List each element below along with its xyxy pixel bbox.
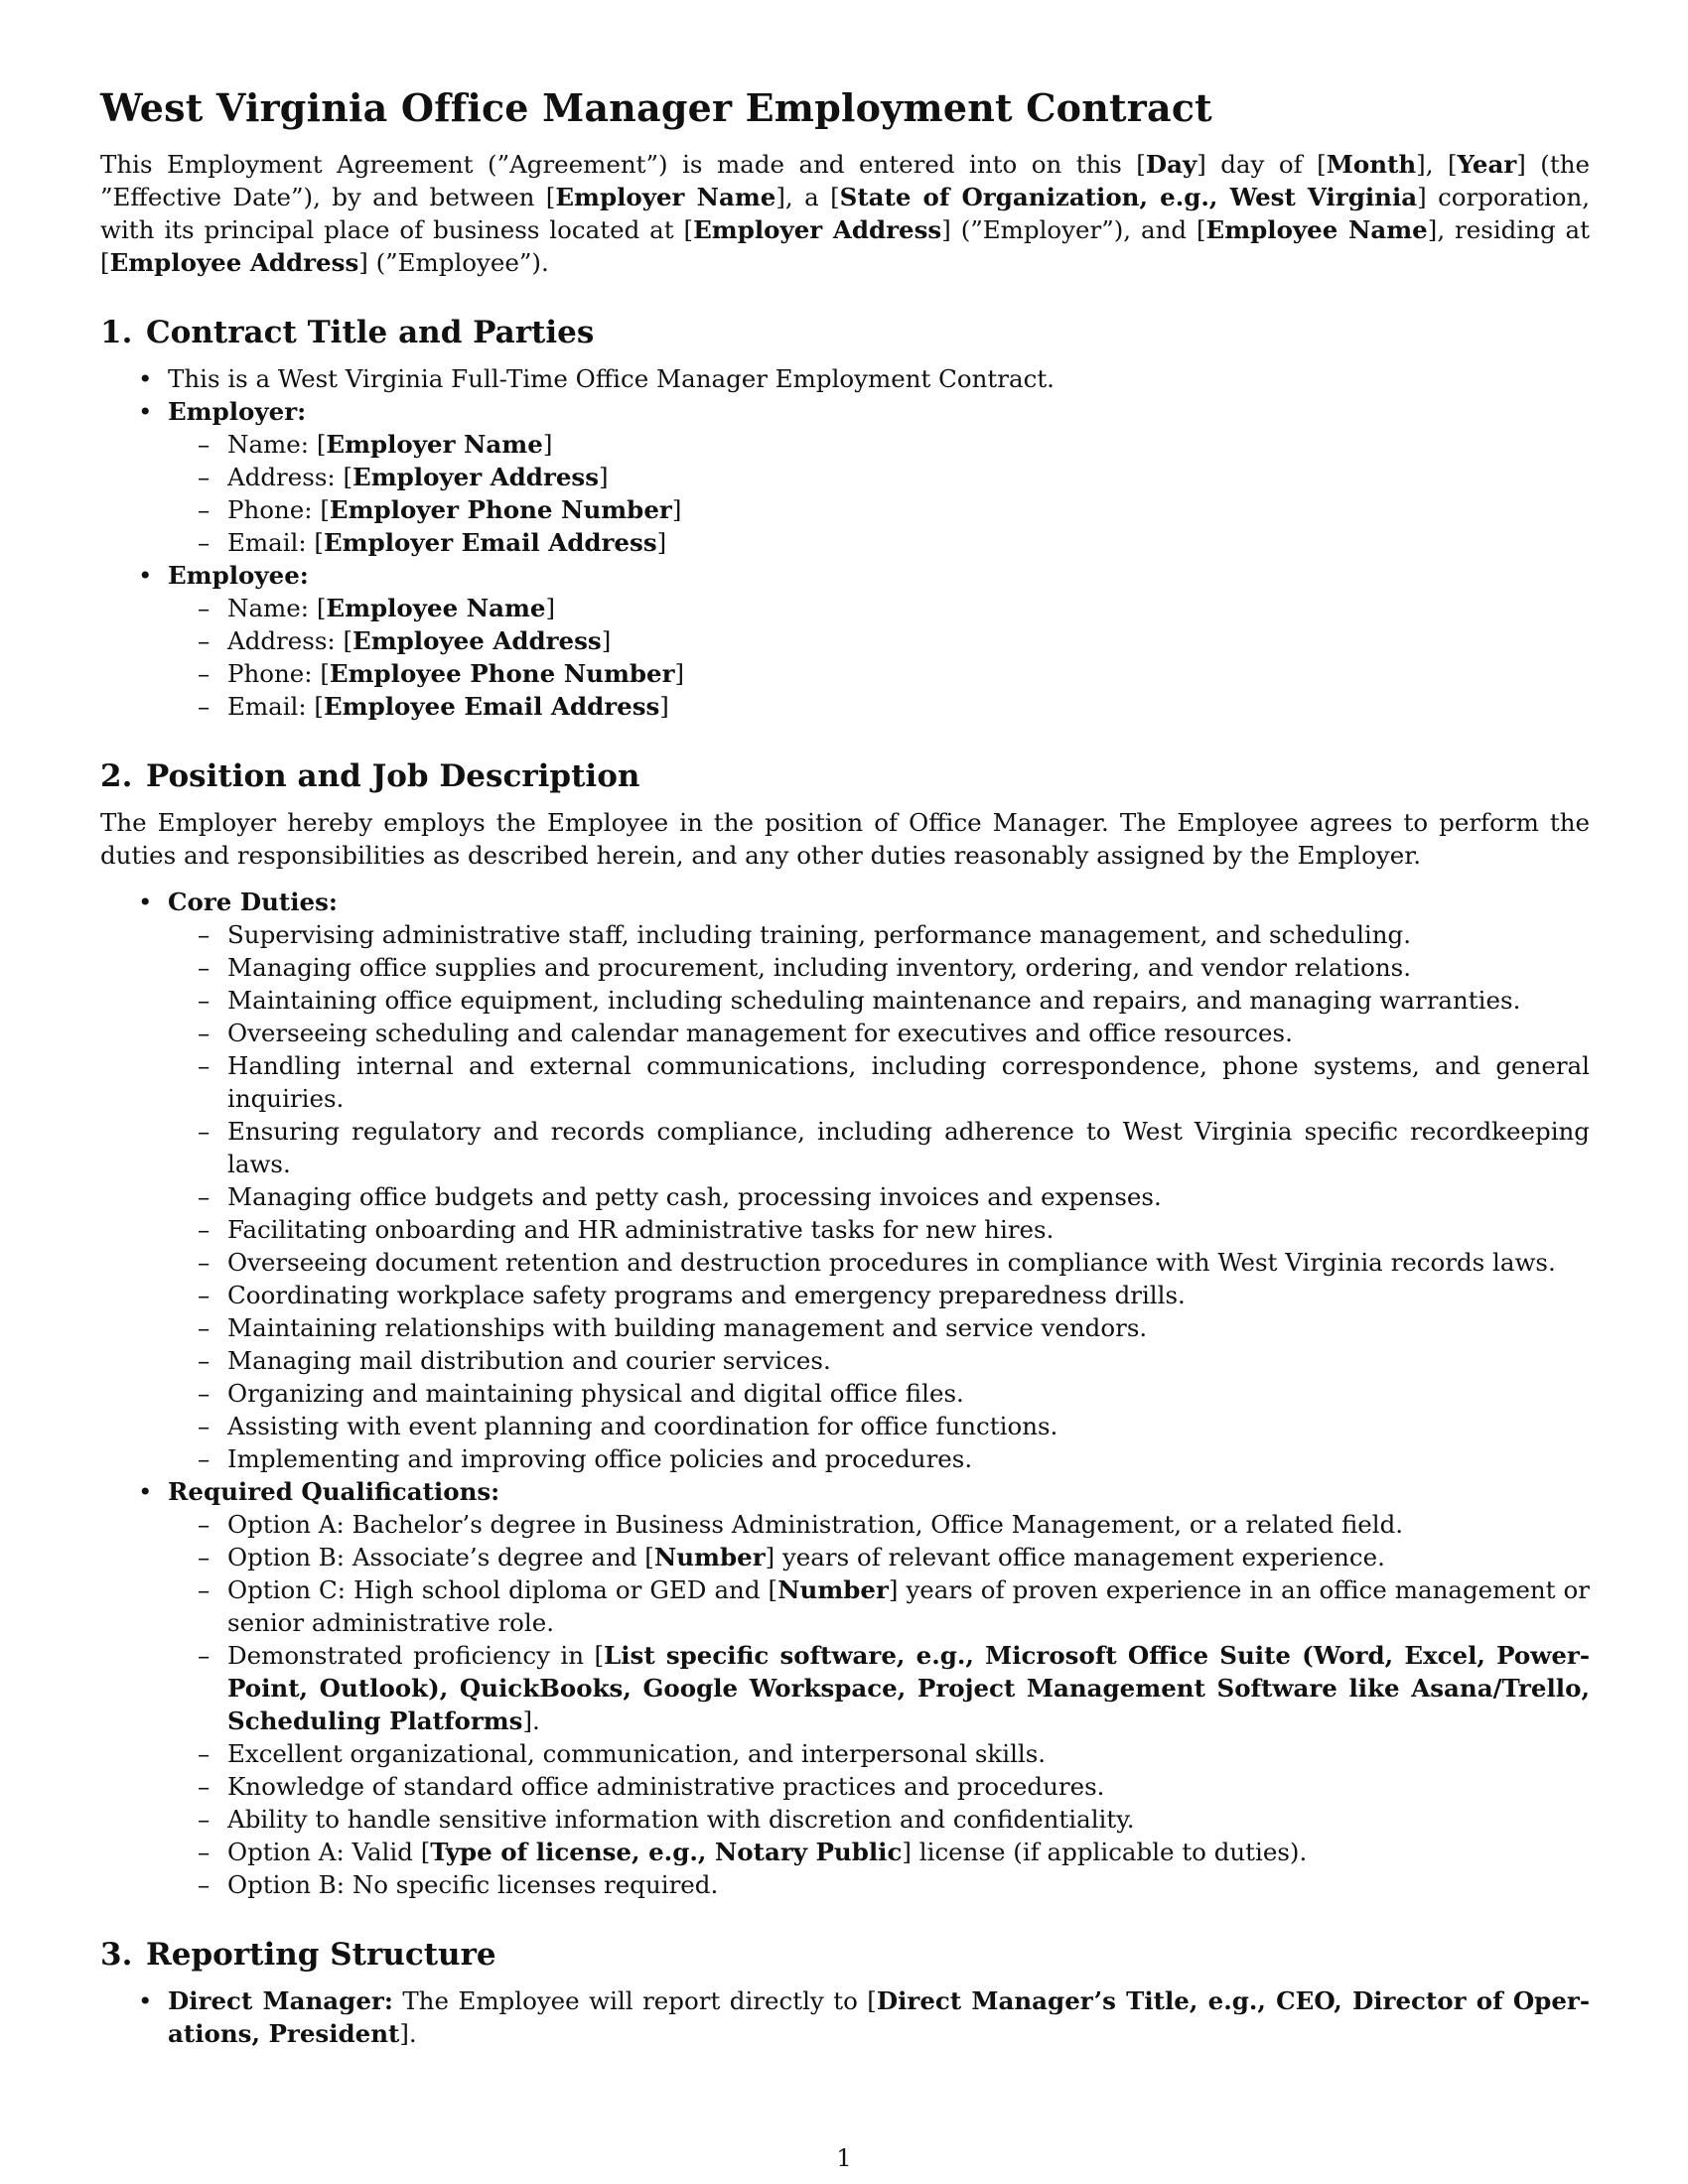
dash-icon: – [198,1346,211,1375]
list-item: – Maintaining office equipment, including scheduling maintenance and repairs, and managing warranties. [198,986,1521,1015]
dash-icon: – [198,1182,211,1211]
list-item: – Address: [Employer Address] [198,463,609,491]
core-duties-list [168,918,1590,1475]
dash-icon: – [198,1805,211,1834]
list-item: – Managing office budgets and petty cash, processing invoices and expenses. [198,1182,1162,1211]
list-item: – Phone: [Employer Phone Number] [198,495,682,524]
bullet-icon: • [138,397,153,426]
dash-icon: – [198,1739,211,1768]
employer-address-placeholder: Employer Address [693,215,942,244]
list-item: – Option A: Valid [Type of license, e.g., Notary Public] license (if applicable to duties). [198,1838,1308,1866]
list-item: – Facilitating onboarding and HR administrative tasks for new hires. [198,1215,1055,1244]
direct-manager-placeholder: Direct Manager’s Title, e.g., CEO, Director of Operations, President [168,1986,1590,2048]
bullet-icon: • [138,1986,153,2015]
dash-icon: – [198,1575,211,1604]
qualifications-list [168,1508,1590,1901]
list-item: – Email: [Employee Email Address] [198,692,669,721]
dash-icon: – [198,1215,211,1244]
list-item: – Option A: Bachelor’s degree in Business Administration, Office Management, or a related field. [198,1510,1404,1539]
dash-icon: – [198,1019,211,1047]
list-item: – Demonstrated proficiency in [List specific software, e.g., Microsoft Office Suite (Word, Excel, PowerPoint, Outlook), QuickBooks, Google Workspace, Project Management Software like Asana/Trello, Scheduling Platforms]. [198,1641,1590,1735]
list-item: • This is a West Virginia Full-Time Office Manager Employment Contract. [138,364,1055,393]
list-item: – Phone: [Employee Phone Number] [198,659,685,688]
employee-label: Employee: [168,561,309,590]
bullet-icon: • [138,561,153,590]
parties-list [100,362,1590,723]
dash-icon: – [198,659,211,688]
document-title: West Virginia Office Manager Employment Contract [100,85,1212,130]
bullet-icon: • [138,887,153,916]
core-duties-label: Core Duties: [168,887,338,916]
list-item: – Implementing and improving office policies and procedures. [198,1444,973,1473]
list-item: – Supervising administrative staff, including training, performance management, and scheduling. [198,920,1412,949]
dash-icon: – [198,1281,211,1309]
dash-icon: – [198,1838,211,1866]
dash-icon: – [198,495,211,524]
list-item: – Assisting with event planning and coordination for office functions. [198,1412,1058,1440]
dash-icon: – [198,1051,211,1080]
dash-icon: – [198,1510,211,1539]
year-placeholder: Year [1457,150,1517,179]
employee-name-placeholder: Employee Name [1205,215,1428,244]
employee-details [168,592,1590,723]
list-item: – Ensuring regulatory and records compliance, including adherence to West Virginia specific recordkeeping laws. [198,1117,1590,1178]
section-3-heading: 3. Reporting Structure [100,1937,496,1973]
list-item: – Organizing and maintaining physical and digital office files. [198,1379,964,1408]
employer-label: Employer: [168,397,307,426]
list-item: – Overseeing scheduling and calendar management for executives and office resources. [198,1019,1293,1047]
software-placeholder: List specific software, e.g., Microsoft Office Suite (Word, Excel, PowerPoint, Outlook), QuickBooks, Google Workspace, Project Management Software like Asana/Trello, Scheduling Platforms [227,1641,1590,1735]
list-item: – Coordinating workplace safety programs and emergency preparedness drills. [198,1281,1186,1309]
page-number: 1 [836,2144,852,2172]
dash-icon: – [198,1444,211,1473]
dash-icon: – [198,1641,211,1670]
dash-icon: – [198,692,211,721]
dash-icon: – [198,986,211,1015]
bullet-icon: • [138,1477,153,1506]
list-item: – Email: [Employer Email Address] [198,528,667,557]
list-item: – Option B: No specific licenses required. [198,1870,719,1899]
dash-icon: – [198,1543,211,1571]
dash-icon: – [198,1772,211,1801]
list-item: – Name: [Employer Name] [198,430,553,459]
employee-address-placeholder: Employee Address [109,248,359,277]
dash-icon: – [198,1412,211,1440]
employer-name-placeholder: Employer Name [555,183,776,211]
list-item: – Name: [Employee Name] [198,594,556,622]
dash-icon: – [198,528,211,557]
list-item: – Knowledge of standard office administrative practices and procedures. [198,1772,1105,1801]
list-item: – Ability to handle sensitive information with discretion and confidentiality. [198,1805,1135,1834]
dash-icon: – [198,594,211,622]
list-item: – Managing mail distribution and courier services. [198,1346,831,1375]
section-1-heading: 1. Contract Title and Parties [100,315,595,350]
dash-icon: – [198,626,211,655]
dash-icon: – [198,1117,211,1146]
dash-icon: – [198,463,211,491]
dash-icon: – [198,430,211,459]
month-placeholder: Month [1326,150,1417,179]
intro-paragraph: This Employment Agreement (”Agreement”) is made and entered into on this [Day] day of [Month], [Year] (the ”Effective Date”), by and between [Employer Name], a [State of Organization, e.g., West Virginia] corporation, with its principal place of business located at [Employer Address] (”Employer”), and [Employee Name], residing at [Employee Address] (”Employee”). [100,150,1591,277]
dash-icon: – [198,1248,211,1277]
state-org-placeholder: State of Organization, e.g., West Virginia [839,183,1418,211]
dash-icon: – [198,953,211,982]
document-page [100,85,1590,2050]
list-item [100,559,1590,723]
list-item: • Direct Manager: The Employee will report directly to [Direct Manager’s Title, e.g., CEO, Director of Operations, President]. [138,1986,1590,2048]
list-item: – Option B: Associate’s degree and [Number] years of relevant office management experience. [198,1543,1385,1571]
dash-icon: – [198,1870,211,1899]
dash-icon: – [198,1313,211,1342]
job-description-list [100,886,1590,1901]
list-item: – Overseeing document retention and destruction procedures in compliance with West Virginia records laws. [198,1248,1556,1277]
license-placeholder: Type of license, e.g., Notary Public [430,1838,903,1866]
section-2-heading: 2. Position and Job Description [100,758,640,794]
day-placeholder: Day [1145,150,1197,179]
employer-details [168,428,1590,559]
list-item: – Managing office supplies and procurement, including inventory, ordering, and vendor relations. [198,953,1412,982]
list-item: – Maintaining relationships with building management and service vendors. [198,1313,1148,1342]
list-item: – Option C: High school diploma or GED and [Number] years of proven experience in an office management or senior administrative role. [198,1575,1590,1637]
reporting-list [100,1984,1590,2050]
list-item [100,395,1590,559]
dash-icon: – [198,920,211,949]
list-item: – Excellent organizational, communication, and interpersonal skills. [198,1739,1047,1768]
direct-manager-label: Direct Manager: [168,1986,393,2015]
list-item: – Handling internal and external communications, including correspondence, phone systems, and general inquiries. [198,1051,1590,1113]
bullet-icon: • [138,364,153,393]
list-item: – Address: [Employee Address] [198,626,612,655]
list-item [100,886,1590,1475]
dash-icon: – [198,1379,211,1408]
list-item [100,1475,1590,1901]
qualifications-label: Required Qualifications: [168,1477,500,1506]
position-paragraph: The Employer hereby employs the Employee in the position of Office Manager. The Employee agrees to perform the duties and responsibilities as described herein, and any other duties reasonably assigned by the Employer. [100,808,1590,870]
